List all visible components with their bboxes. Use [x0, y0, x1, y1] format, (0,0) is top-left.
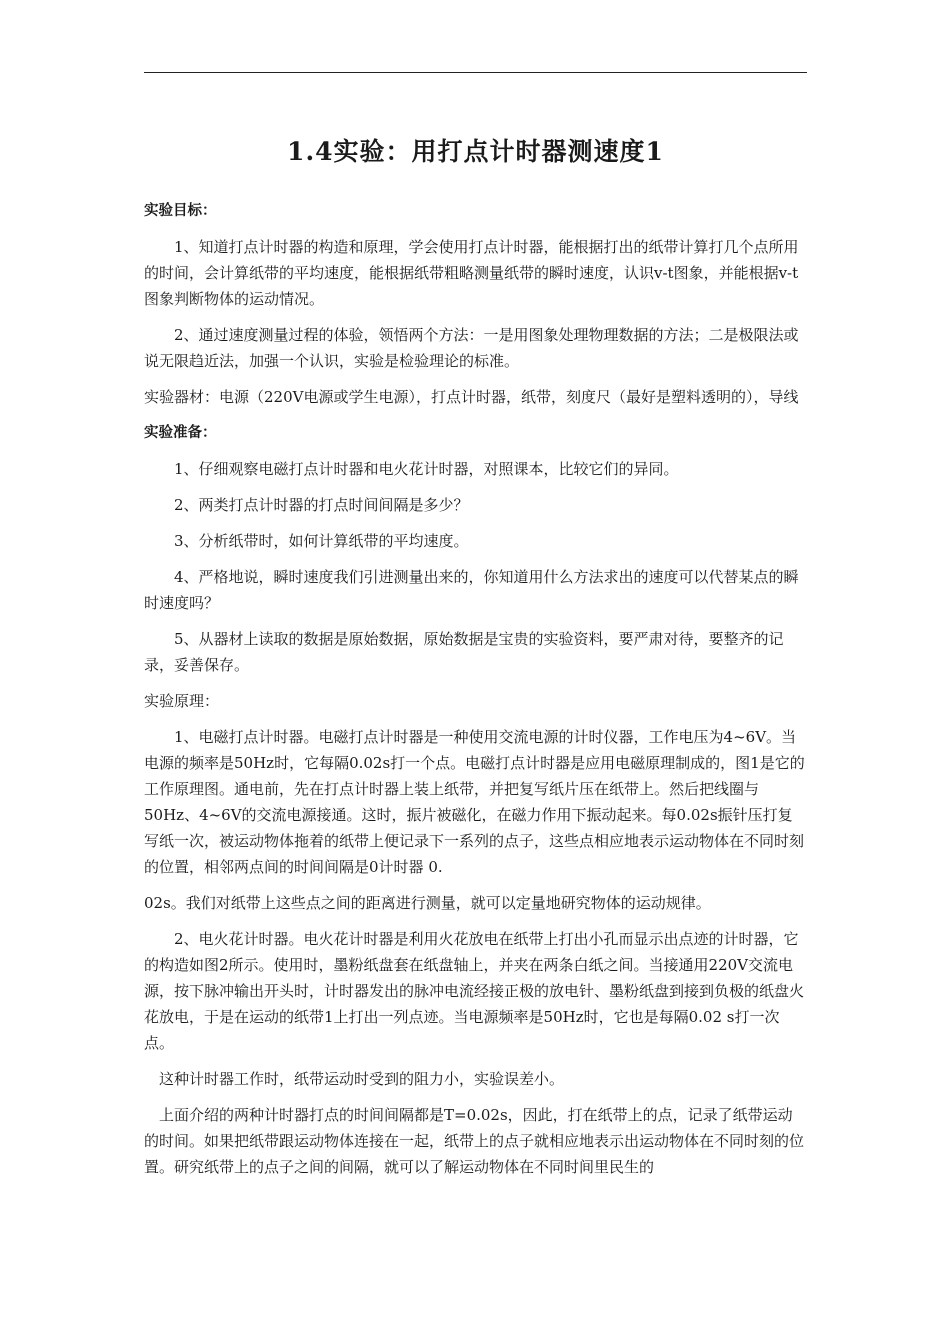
goal-paragraph: 1、知道打点计时器的构造和原理，学会使用打点计时器，能根据打出的纸带计算打几个点所用的时间，会计算纸带的平均速度，能根据纸带粗略测量纸带的瞬时速度，认识v-t图象，并能根据v-t图象判断物体的运动情况。 — [144, 238, 799, 308]
header-rule — [144, 72, 807, 73]
prep-paragraph: 5、从器材上读取的数据是原始数据，原始数据是宝贵的实验资料，要严肃对待，要整齐的记录，妥善保存。 — [144, 630, 784, 674]
goal-paragraph: 2、通过速度测量过程的体验，领悟两个方法：一是用图象处理物理数据的方法；二是极限法或说无限趋近法，加强一个认识，实验是检验理论的标准。 — [144, 326, 799, 370]
principle-paragraph: 02s。我们对纸带上这些点之间的距离进行测量，就可以定量地研究物体的运动规律。 — [144, 894, 711, 912]
prep-paragraph: 4、严格地说，瞬时速度我们引进测量出来的，你知道用什么方法求出的速度可以代替某点的瞬时速度吗？ — [144, 568, 799, 612]
principle-paragraph: 2、电火花计时器。电火花计时器是利用火花放电在纸带上打出小孔而显示出点迹的计时器，它的构造如图2所示。使用时，墨粉纸盘套在纸盘轴上，并夹在两条白纸之间。当接通用220V交流电源，按下脉冲输出开头时，计时器发出的脉冲电流经接正极的放电针、墨粉纸盘到接到负极的纸盘火花放电，于是在运动的纸带1上打出一列点迹。当电源频率是50Hz时，它也是每隔0.02 s打一次点。 — [144, 930, 805, 1052]
prep-paragraph: 3、分析纸带时，如何计算纸带的平均速度。 — [174, 532, 469, 550]
section-heading-prep: 实验准备： — [144, 425, 217, 441]
equipment-paragraph: 实验器材：电源（220V电源或学生电源），打点计时器，纸带，刻度尺（最好是塑料透明的），导线 — [144, 388, 799, 406]
prep-paragraph: 2、两类打点计时器的打点时间间隔是多少？ — [174, 496, 469, 514]
document-body — [144, 198, 807, 1190]
section-heading-principle: 实验原理： — [144, 692, 220, 710]
principle-paragraph: 1、电磁打点计时器。电磁打点计时器是一种使用交流电源的计时仪器，工作电压为4~6V。当电源的频率是50Hz时，它每隔0.02s打一个点。电磁打点计时器是应用电磁原理制成的，图1是它的工作原理图。通电前，先在打点计时器上装上纸带，并把复写纸片压在纸带上。然后把线圈与50Hz、4~6V的交流电源接通。这时，振片被磁化，在磁力作用下振动起来。每0.02s振针压打复写纸一次，被运动物体拖着的纸带上便记录下一系列的点子，这些点相应地表示运动物体在不同时刻的位置，相邻两点间的时间间隔是0计时器 0. — [144, 728, 805, 876]
section-heading-goals: 实验目标： — [144, 203, 217, 219]
principle-paragraph: 上面介绍的两种计时器打点的时间间隔都是T=0.02s，因此，打在纸带上的点，记录了纸带运动的时间。如果把纸带跟运动物体连接在一起，纸带上的点子就相应地表示出运动物体在不同时刻的位置。研究纸带上的点子之间的间隔，就可以了解运动物体在不同时间里民生的 — [144, 1106, 805, 1176]
principle-paragraph: 这种计时器工作时，纸带运动时受到的阻力小，实验误差小。 — [159, 1070, 565, 1088]
prep-paragraph: 1、仔细观察电磁打点计时器和电火花计时器，对照课本，比较它们的异同。 — [174, 460, 679, 478]
page-title: 1.4实验：用打点计时器测速度1 — [287, 137, 664, 166]
